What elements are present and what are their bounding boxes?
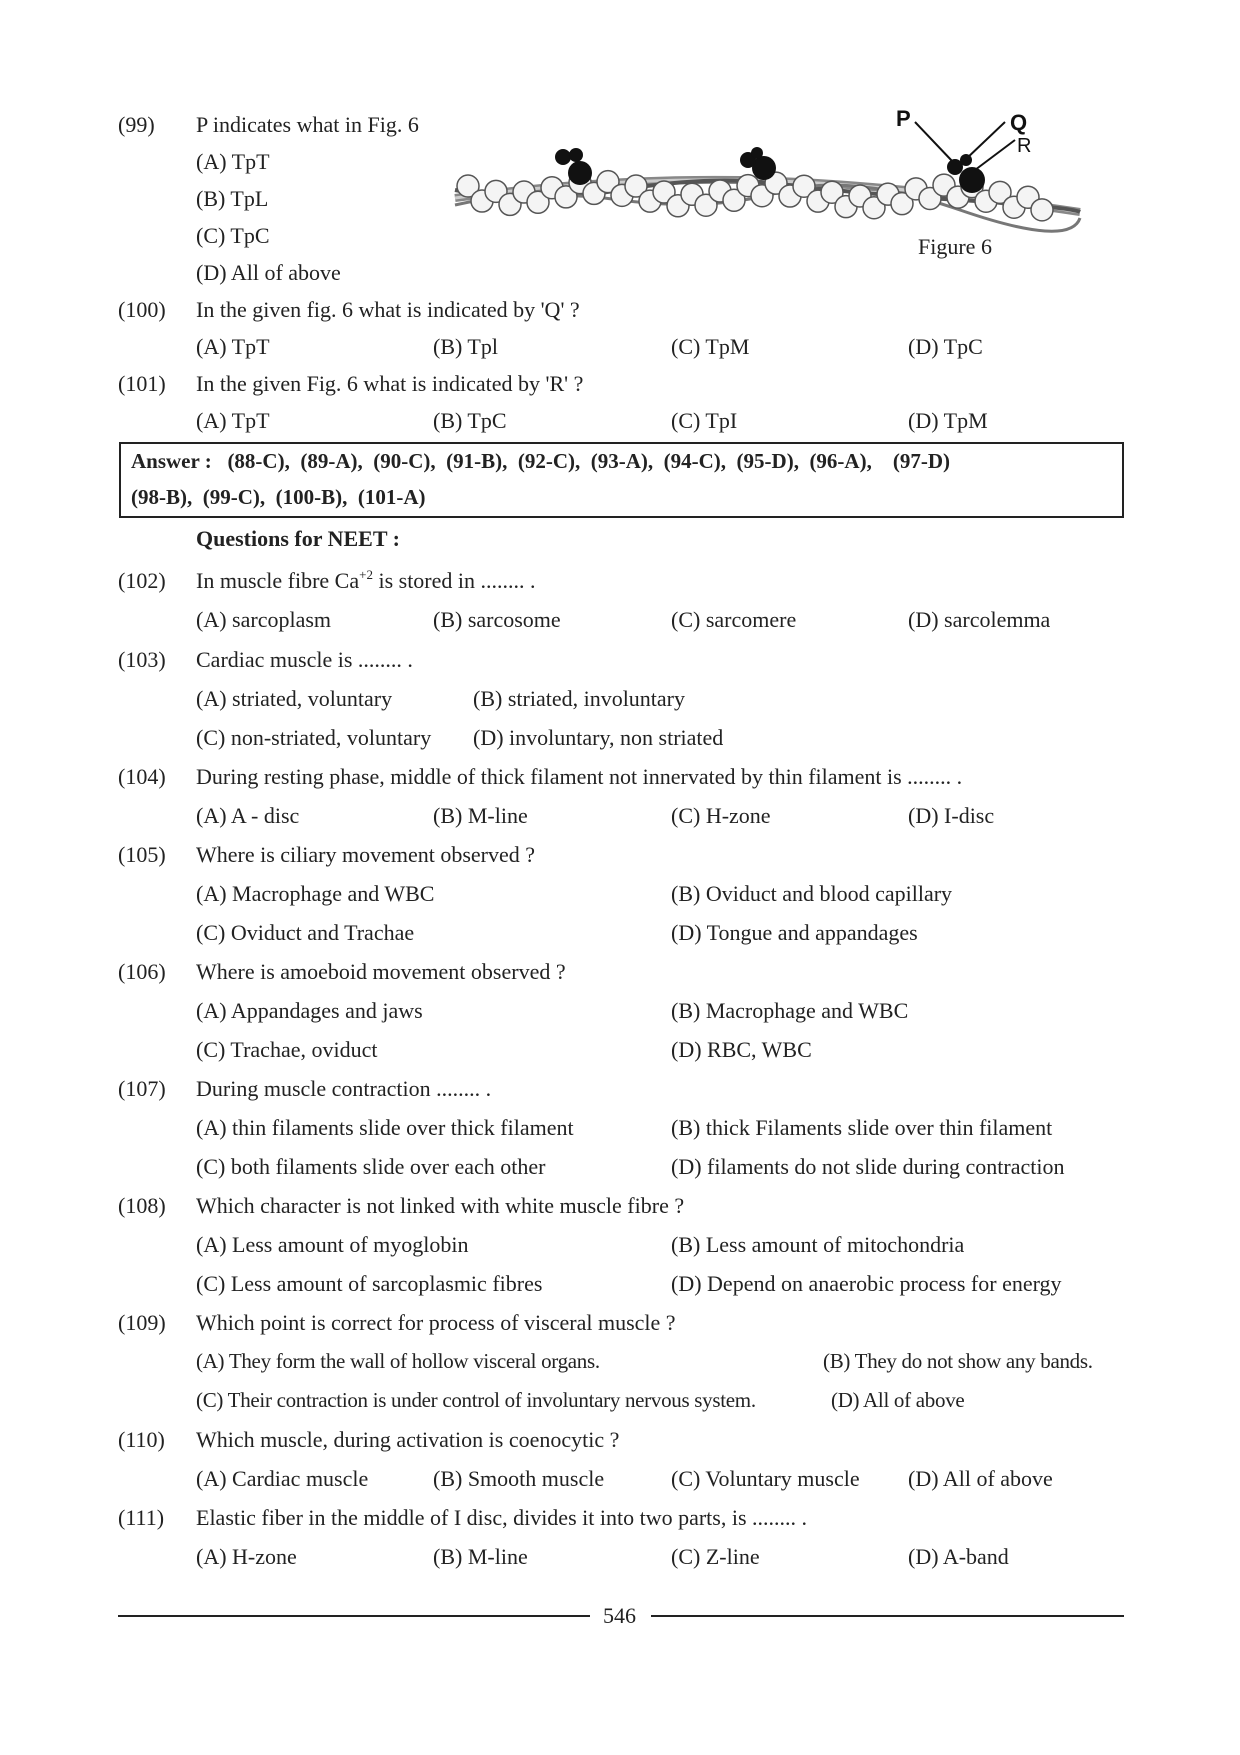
page-number: 546 bbox=[603, 1603, 636, 1628]
option-d: (D) TpM bbox=[908, 408, 988, 433]
option-d: (D) involuntary, non striated bbox=[473, 725, 724, 750]
option-d: (D) All of above bbox=[831, 1388, 965, 1412]
question-text: Which character is not linked with white muscle fibre ? bbox=[196, 1193, 685, 1218]
option-c: (C) Their contraction is under control of involuntary nervous system. bbox=[196, 1388, 756, 1412]
option-d: (D) A-band bbox=[908, 1544, 1009, 1569]
footer-rule-left bbox=[118, 1615, 590, 1617]
question-text: Where is amoeboid movement observed ? bbox=[196, 959, 566, 984]
option-b: (B) Tpl bbox=[433, 334, 498, 359]
figure-label-r: R bbox=[1017, 135, 1032, 157]
option-a: (A) TpT bbox=[196, 408, 270, 433]
option-a: (A) Macrophage and WBC bbox=[196, 881, 435, 906]
question-text: In the given fig. 6 what is indicated by 'Q' ? bbox=[196, 297, 580, 322]
option-d: (D) I-disc bbox=[908, 803, 995, 828]
question-number: (101) bbox=[118, 371, 166, 396]
option-c: (C) Less amount of sarcoplasmic fibres bbox=[196, 1271, 543, 1296]
question-number: (105) bbox=[118, 842, 166, 867]
question-text: In the given Fig. 6 what is indicated by 'R' ? bbox=[196, 371, 584, 396]
option-a: (A) thin filaments slide over thick filament bbox=[196, 1115, 574, 1140]
option-b: (B) TpL bbox=[196, 186, 269, 211]
option-b: (B) M-line bbox=[433, 803, 528, 828]
thin-filament-diagram bbox=[455, 147, 1080, 231]
option-c: (C) TpC bbox=[196, 223, 270, 248]
option-a: (A) Less amount of myoglobin bbox=[196, 1232, 469, 1257]
option-d: (D) RBC, WBC bbox=[671, 1037, 812, 1062]
option-d: (D) TpC bbox=[908, 334, 983, 359]
question-number: (110) bbox=[118, 1427, 165, 1452]
option-a: (A) sarcoplasm bbox=[196, 607, 332, 632]
option-a: (A) Appandages and jaws bbox=[196, 998, 423, 1023]
option-c: (C) TpM bbox=[671, 334, 750, 359]
question-text: P indicates what in Fig. 6 bbox=[196, 112, 419, 137]
superscript: +2 bbox=[359, 567, 373, 582]
question-text: Elastic fiber in the middle of I disc, divides it into two parts, is ........ . bbox=[196, 1505, 808, 1530]
answer-key-line-2: (98-B), (99-C), (100-B), (101-A) bbox=[131, 485, 426, 509]
option-c: (C) Oviduct and Trachae bbox=[196, 920, 415, 945]
option-b: (B) striated, involuntary bbox=[473, 686, 686, 711]
section-title: Questions for NEET : bbox=[196, 526, 400, 551]
question-text: Which muscle, during activation is coenocytic ? bbox=[196, 1427, 620, 1452]
option-c: (C) non-striated, voluntary bbox=[196, 725, 432, 750]
option-d: (D) sarcolemma bbox=[908, 607, 1051, 632]
option-b: (B) Macrophage and WBC bbox=[671, 998, 909, 1023]
answer-key-line-1: Answer : (88-C), (89-A), (90-C), (91-B), (92-C), (93-A), (94-C), (95-D), (96-A), (97-D) bbox=[131, 449, 950, 473]
option-d: (D) Tongue and appandages bbox=[671, 920, 918, 945]
option-c: (C) sarcomere bbox=[671, 607, 797, 632]
option-b: (B) sarcosome bbox=[433, 607, 561, 632]
question-number: (111) bbox=[118, 1505, 165, 1530]
option-a: (A) TpT bbox=[196, 334, 270, 359]
option-a: (A) A - disc bbox=[196, 803, 300, 828]
option-c: (C) Z-line bbox=[671, 1544, 760, 1569]
option-b: (B) They do not show any bands. bbox=[823, 1349, 1093, 1373]
question-text: Which point is correct for process of visceral muscle ? bbox=[196, 1310, 676, 1335]
figure-label-q: Q bbox=[1010, 110, 1028, 135]
option-c: (C) H-zone bbox=[671, 803, 771, 828]
figure-6 bbox=[440, 100, 1090, 260]
question-text: During resting phase, middle of thick filament not innervated by thin filament is ........ . bbox=[196, 764, 963, 789]
option-b: (B) TpC bbox=[433, 408, 507, 433]
question-text: Cardiac muscle is ........ . bbox=[196, 647, 413, 672]
question-text: During muscle contraction ........ . bbox=[196, 1076, 492, 1101]
option-c: (C) both filaments slide over each other bbox=[196, 1154, 546, 1179]
option-d: (D) Depend on anaerobic process for energy bbox=[671, 1271, 1062, 1296]
option-c: (C) TpI bbox=[671, 408, 738, 433]
question-number: (106) bbox=[118, 959, 166, 984]
question-number: (104) bbox=[118, 764, 166, 789]
option-d: (D) filaments do not slide during contraction bbox=[671, 1154, 1065, 1179]
question-text: In muscle fibre $Ca^{+2}$ is stored in ........ . bbox=[196, 567, 536, 593]
option-d: (D) All of above bbox=[908, 1466, 1053, 1491]
option-b: (B) M-line bbox=[433, 1544, 528, 1569]
option-c: (C) Voluntary muscle bbox=[671, 1466, 860, 1491]
option-c: (C) Trachae, oviduct bbox=[196, 1037, 378, 1062]
question-number: (102) bbox=[118, 568, 166, 593]
option-a: (A) TpT bbox=[196, 149, 270, 174]
question-number: (99) bbox=[118, 112, 155, 137]
answer-key-box bbox=[119, 442, 1124, 518]
option-a: (A) They form the wall of hollow visceral organs. bbox=[196, 1349, 600, 1373]
footer-rule-right bbox=[651, 1615, 1124, 1617]
option-b: (B) Smooth muscle bbox=[433, 1466, 605, 1491]
question-number: (109) bbox=[118, 1310, 166, 1335]
figure-caption: Figure 6 bbox=[918, 234, 992, 259]
question-number: (108) bbox=[118, 1193, 166, 1218]
actin-bead bbox=[1031, 199, 1053, 221]
option-d: (D) All of above bbox=[196, 260, 341, 285]
option-a: (A) Cardiac muscle bbox=[196, 1466, 369, 1491]
option-a: (A) striated, voluntary bbox=[196, 686, 393, 711]
question-number: (100) bbox=[118, 297, 166, 322]
option-a: (A) H-zone bbox=[196, 1544, 297, 1569]
option-b: (B) Less amount of mitochondria bbox=[671, 1232, 965, 1257]
question-number: (103) bbox=[118, 647, 166, 672]
option-b: (B) thick Filaments slide over thin filament bbox=[671, 1115, 1053, 1140]
option-b: (B) Oviduct and blood capillary bbox=[671, 881, 953, 906]
question-text: Where is ciliary movement observed ? bbox=[196, 842, 536, 867]
figure-label-p: P bbox=[896, 106, 911, 131]
question-number: (107) bbox=[118, 1076, 166, 1101]
